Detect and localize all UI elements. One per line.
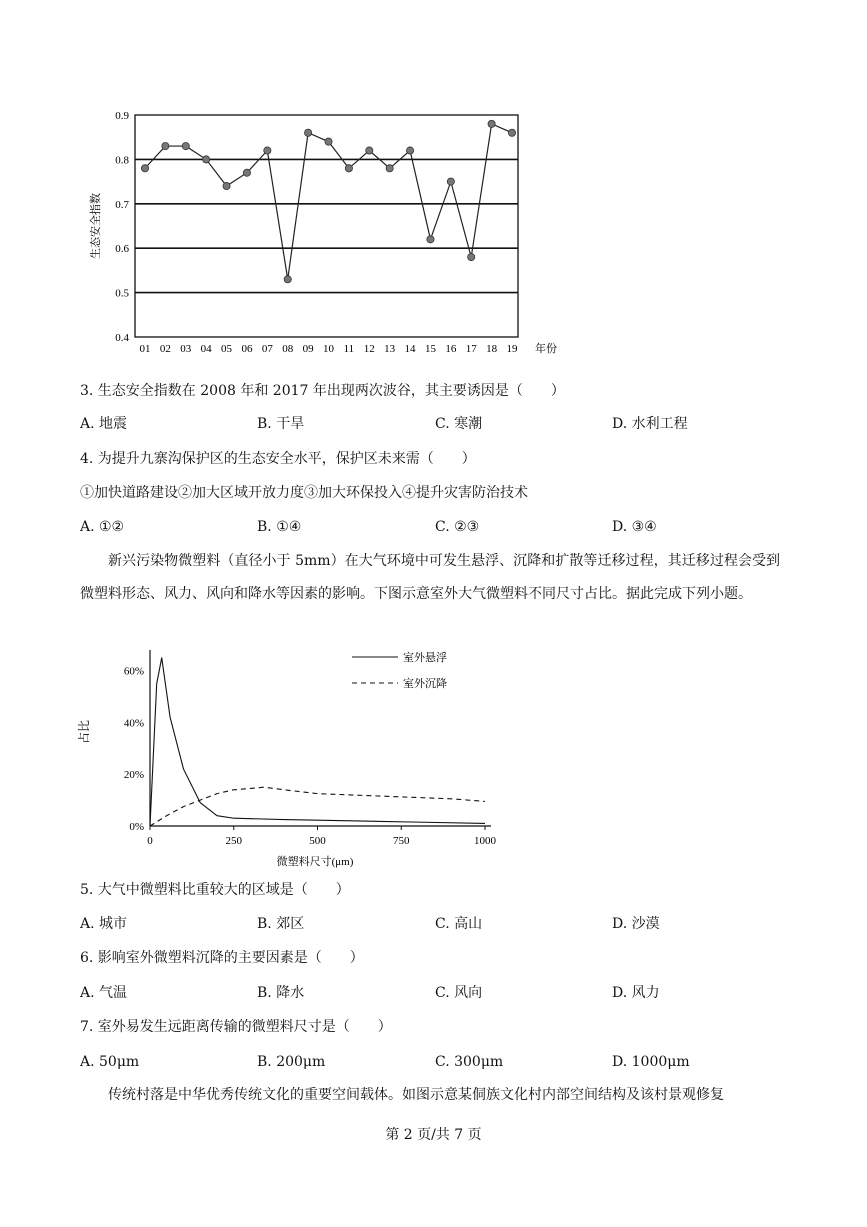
chart1-x-tick-label: 10 — [323, 343, 334, 355]
chart1-gridlines — [135, 159, 518, 292]
chart1-x-tick-label: 14 — [404, 343, 416, 355]
q6-option-d[interactable]: D. 风力 — [612, 985, 660, 1001]
chart1-point — [162, 142, 169, 149]
chart1-y-ticks — [115, 110, 129, 344]
chart1-y-tick-label: 0.6 — [115, 243, 129, 256]
q4-option-d[interactable]: D. ③④ — [612, 519, 657, 535]
q4-option-a[interactable]: A. ①② — [80, 519, 125, 535]
chart1-x-ticks — [140, 343, 519, 355]
chart1-point — [284, 276, 291, 283]
chart2-x-ticks — [147, 826, 496, 847]
q3-option-c[interactable]: C. 寒潮 — [435, 416, 483, 432]
q5-option-c[interactable]: C. 高山 — [435, 916, 483, 932]
chart2-y-tick-label: 40% — [123, 717, 144, 730]
chart1-x-tick-label: 03 — [180, 343, 192, 355]
chart1-x-tick-label: 04 — [200, 343, 212, 355]
chart1-point — [264, 147, 271, 154]
chart1-y-axis-label: 生态安全指数 — [90, 193, 102, 259]
legend-suspended-label: 室外悬浮 — [403, 652, 447, 664]
chart1-point — [366, 147, 373, 154]
question-3-stem: 3. 生态安全指数在 2008 年和 2017 年出现两次波谷，其主要诱因是（ ） — [80, 383, 565, 399]
chart1-x-tick-label: 02 — [159, 343, 171, 355]
chart2-y-axis-label: 占比 — [77, 719, 91, 745]
chart2-y-tick-label: 0% — [129, 821, 144, 833]
chart2-x-tick-label: 250 — [225, 835, 242, 847]
chart2-y-tick-label: 20% — [123, 769, 144, 782]
chart1-x-tick-label: 09 — [302, 343, 314, 355]
q5-option-a[interactable]: A. 城市 — [80, 916, 128, 932]
page-footer: 第 2 页/共 7 页 — [385, 1127, 482, 1143]
chart1-x-tick-label: 05 — [221, 343, 233, 355]
chart1-x-tick-label: 12 — [363, 343, 375, 355]
chart1-x-tick-label: 08 — [282, 343, 294, 355]
chart2-x-tick-label: 1000 — [474, 835, 496, 847]
chart1-point — [203, 156, 210, 163]
q5-option-d[interactable]: D. 沙漠 — [612, 916, 660, 932]
q4-option-c[interactable]: C. ②③ — [435, 519, 480, 535]
chart1-point — [141, 165, 148, 172]
chart1-point — [182, 142, 189, 149]
legend-settled-label: 室外沉降 — [403, 678, 447, 690]
chart1-y-tick-label: 0.5 — [115, 287, 129, 300]
chart1-y-tick-label: 0.9 — [115, 110, 129, 122]
chart1-x-tick-label: 11 — [343, 343, 355, 355]
chart1-y-tick-label: 0.4 — [115, 332, 129, 344]
q6-option-c[interactable]: C. 风向 — [435, 985, 483, 1001]
chart2-legend — [352, 650, 447, 690]
chart1-x-tick-label: 19 — [506, 343, 518, 355]
chart2-y-tick-label: 60% — [123, 665, 144, 678]
chart1-x-unit: 年份 — [535, 343, 557, 355]
q3-option-b[interactable]: B. 干旱 — [257, 416, 305, 432]
q7-option-d[interactable]: D. 1000μm — [612, 1054, 690, 1070]
chart1-point — [386, 165, 393, 172]
chart1-x-tick-label: 16 — [445, 343, 457, 355]
q6-option-b[interactable]: B. 降水 — [257, 985, 305, 1001]
microplastic-intro-paragraph: 新兴污染物微塑料（直径小于 5mm）在大气环境中可发生悬浮、沉降和扩散等迁移过程，其迁移过程会受到微塑料形态、风力、风向和降水等因素的影响。下图示意室外大气微塑料不同尺寸占比。据此完成下列小题。 — [80, 553, 780, 602]
q5-option-b[interactable]: B. 郊区 — [257, 916, 305, 932]
question-7-stem: 7. 室外易发生远距离传输的微塑料尺寸是（ ） — [80, 1019, 392, 1035]
chart2-x-tick-label: 500 — [309, 835, 326, 847]
chart1-axes-frame — [135, 115, 518, 337]
chart1-x-tick-label: 13 — [384, 343, 396, 355]
chart1-point — [468, 253, 475, 260]
chart1-point — [305, 129, 312, 136]
chart1-point — [406, 147, 413, 154]
q6-option-a[interactable]: A. 气温 — [80, 985, 128, 1001]
chart1-point — [325, 138, 332, 145]
chart1-point — [243, 169, 250, 176]
chart1-series — [141, 120, 515, 283]
chart1-point — [488, 120, 495, 127]
question-4-items: ①加快道路建设②加大区域开放力度③加大环保投入④提升灾害防治技术 — [80, 485, 528, 501]
q3-option-a[interactable]: A. 地震 — [80, 416, 128, 432]
chart1-point — [427, 236, 434, 243]
chart1-point — [508, 129, 515, 136]
chart1-x-tick-label: 07 — [261, 343, 273, 355]
microplastic-size-chart — [77, 645, 510, 875]
q7-option-b[interactable]: B. 200μm — [257, 1054, 326, 1070]
chart1-x-tick-label: 06 — [241, 343, 253, 355]
village-intro-paragraph: 传统村落是中华优秀传统文化的重要空间载体。如图示意某侗族文化村内部空间结构及该村景观修复 — [108, 1087, 724, 1103]
chart1-point — [223, 182, 230, 189]
chart1-x-tick-label: 17 — [465, 343, 477, 355]
question-5-stem: 5. 大气中微塑料比重较大的区域是（ ） — [80, 882, 350, 898]
chart2-x-axis-label: 微塑料尺寸(μm) — [276, 856, 354, 868]
chart1-y-tick-label: 0.7 — [115, 198, 129, 211]
chart1-x-tick-label: 18 — [486, 343, 498, 355]
chart1-point — [447, 178, 454, 185]
q3-option-d[interactable]: D. 水利工程 — [612, 416, 688, 432]
chart1-point — [345, 165, 352, 172]
q7-option-c[interactable]: C. 300μm — [435, 1054, 504, 1070]
question-4-stem: 4. 为提升九寨沟保护区的生态安全水平，保护区未来需（ ） — [80, 451, 476, 467]
chart2-x-tick-label: 0 — [147, 835, 153, 847]
chart2-x-tick-label: 750 — [393, 835, 410, 847]
question-6-stem: 6. 影响室外微塑料沉降的主要因素是（ ） — [80, 950, 364, 966]
q4-option-b[interactable]: B. ①④ — [257, 519, 302, 535]
chart1-x-tick-label: 15 — [424, 343, 436, 355]
ecological-index-chart — [80, 100, 560, 362]
q7-option-a[interactable]: A. 50μm — [80, 1054, 140, 1070]
chart1-y-tick-label: 0.8 — [115, 154, 129, 167]
chart1-x-tick-label: 01 — [139, 343, 151, 355]
chart2-y-ticks — [124, 666, 144, 833]
chart1-series-line — [145, 124, 512, 279]
